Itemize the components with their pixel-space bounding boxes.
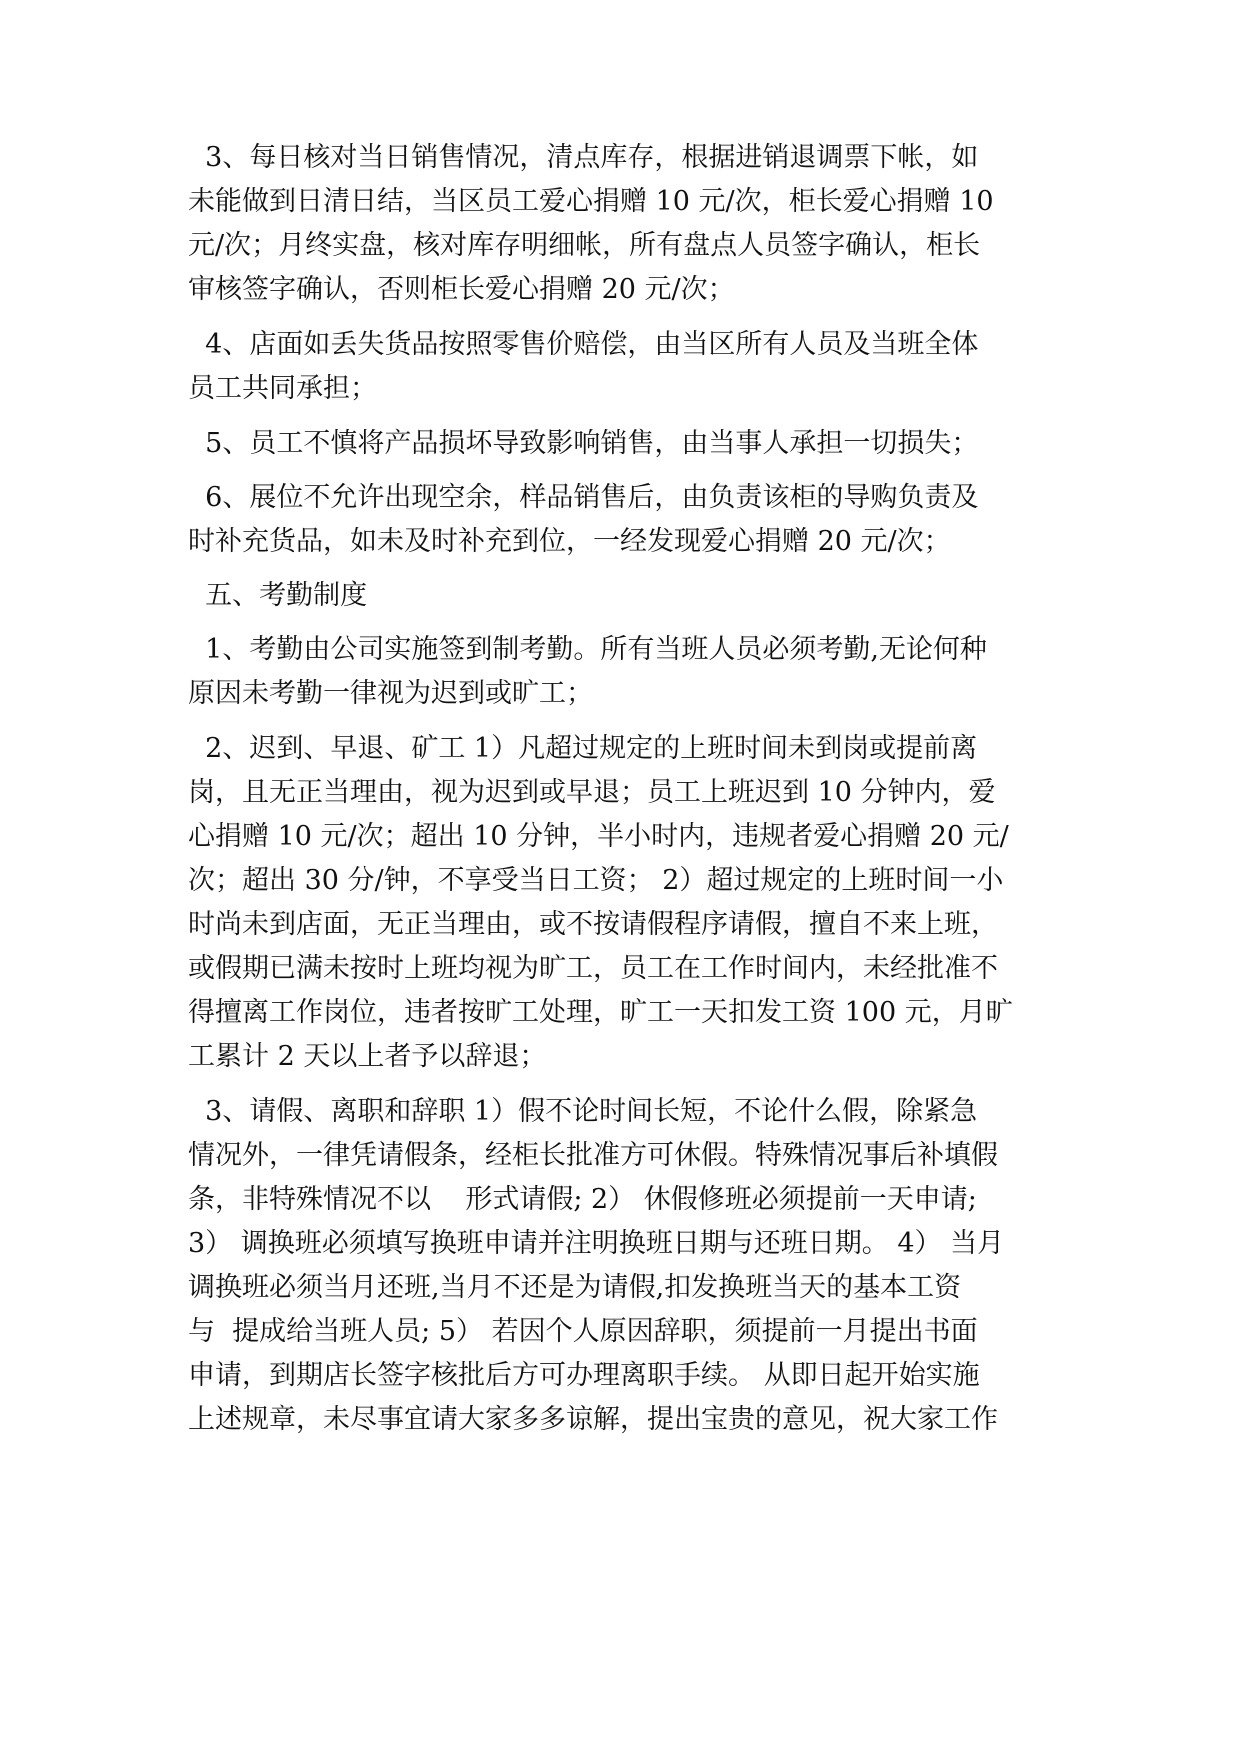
paragraph-7-line-8: 工累计 2 天以上者予以辞退； xyxy=(188,1041,547,1072)
paragraph-8-line-7: 申请，到期店长签字核批后方可办理离职手续。 从即日起开始实施 xyxy=(188,1360,980,1391)
paragraph-2-line-1: 4、店面如丢失货品按照零售价赔偿，由当区所有人员及当班全体 xyxy=(188,329,979,360)
paragraph-6-line-2: 原因未考勤一律视为迟到或旷工； xyxy=(188,678,593,709)
paragraph-3-line-1: 5、员工不慎将产品损坏导致影响销售，由当事人承担一切损失； xyxy=(188,428,979,459)
paragraph-7-line-3: 心捐赠 10 元/次；超出 10 分钟，半小时内，违规者爱心捐赠 20 元/ xyxy=(188,821,1009,852)
paragraph-4-line-1: 6、展位不允许出现空余，样品销售后，由负责该柜的导购负责及 xyxy=(188,482,979,513)
paragraph-7-line-5: 时尚未到店面，无正当理由，或不按请假程序请假，擅自不来上班， xyxy=(188,909,998,940)
paragraph-7-line-2: 岗，且无正当理由，视为迟到或早退；员工上班迟到 10 分钟内，爱 xyxy=(188,777,996,808)
paragraph-6-line-1: 1、考勤由公司实施签到制考勤。所有当班人员必须考勤,无论何种 xyxy=(188,634,987,665)
paragraph-7-line-6: 或假期已满未按时上班均视为旷工，员工在工作时间内，未经批准不 xyxy=(188,953,998,984)
paragraph-8-line-8: 上述规章，未尽事宜请大家多多谅解，提出宝贵的意见，祝大家工作 xyxy=(188,1404,998,1435)
paragraph-8-line-1: 3、请假、离职和辞职 1）假不论时间长短，不论什么假，除紧急 xyxy=(188,1096,978,1127)
paragraph-8-line-6: 与 提成给当班人员; 5） 若因个人原因辞职，须提前一月提出书面 xyxy=(188,1316,978,1347)
paragraph-7-line-7: 得擅离工作岗位，违者按旷工处理，旷工一天扣发工资 100 元，月旷 xyxy=(188,997,1013,1028)
paragraph-4-line-2: 时补充货品，如未及时补充到位，一经发现爱心捐赠 20 元/次； xyxy=(188,526,951,557)
paragraph-1-line-2: 未能做到日清日结，当区员工爱心捐赠 10 元/次，柜长爱心捐赠 10 xyxy=(188,186,994,217)
section-heading-attendance: 五、考勤制度 xyxy=(188,580,368,611)
paragraph-2-line-2: 员工共同承担； xyxy=(188,373,377,404)
paragraph-7-line-4: 次；超出 30 分/钟，不享受当日工资； 2）超过规定的上班时间一小 xyxy=(188,865,1004,896)
paragraph-8-line-2: 情况外，一律凭请假条，经柜长批准方可休假。特殊情况事后补填假 xyxy=(188,1140,998,1171)
paragraph-8-line-3: 条，非特殊情况不以 形式请假; 2） 休假修班必须提前一天申请; xyxy=(188,1184,977,1215)
paragraph-7-line-1: 2、迟到、早退、矿工 1）凡超过规定的上班时间未到岗或提前离 xyxy=(188,733,978,764)
paragraph-1-line-3: 元/次；月终实盘，核对库存明细帐，所有盘点人员签字确认，柜长 xyxy=(188,230,981,261)
paragraph-1-line-1: 3、每日核对当日销售情况，清点库存，根据进销退调票下帐，如 xyxy=(188,142,979,173)
paragraph-8-line-5: 调换班必须当月还班,当月不还是为请假,扣发换班当天的基本工资 xyxy=(188,1272,962,1303)
paragraph-1-line-4: 审核签字确认，否则柜长爱心捐赠 20 元/次； xyxy=(188,274,735,305)
paragraph-8-line-4: 3） 调换班必须填写换班申请并注明换班日期与还班日期。 4） 当月 xyxy=(188,1228,1005,1259)
